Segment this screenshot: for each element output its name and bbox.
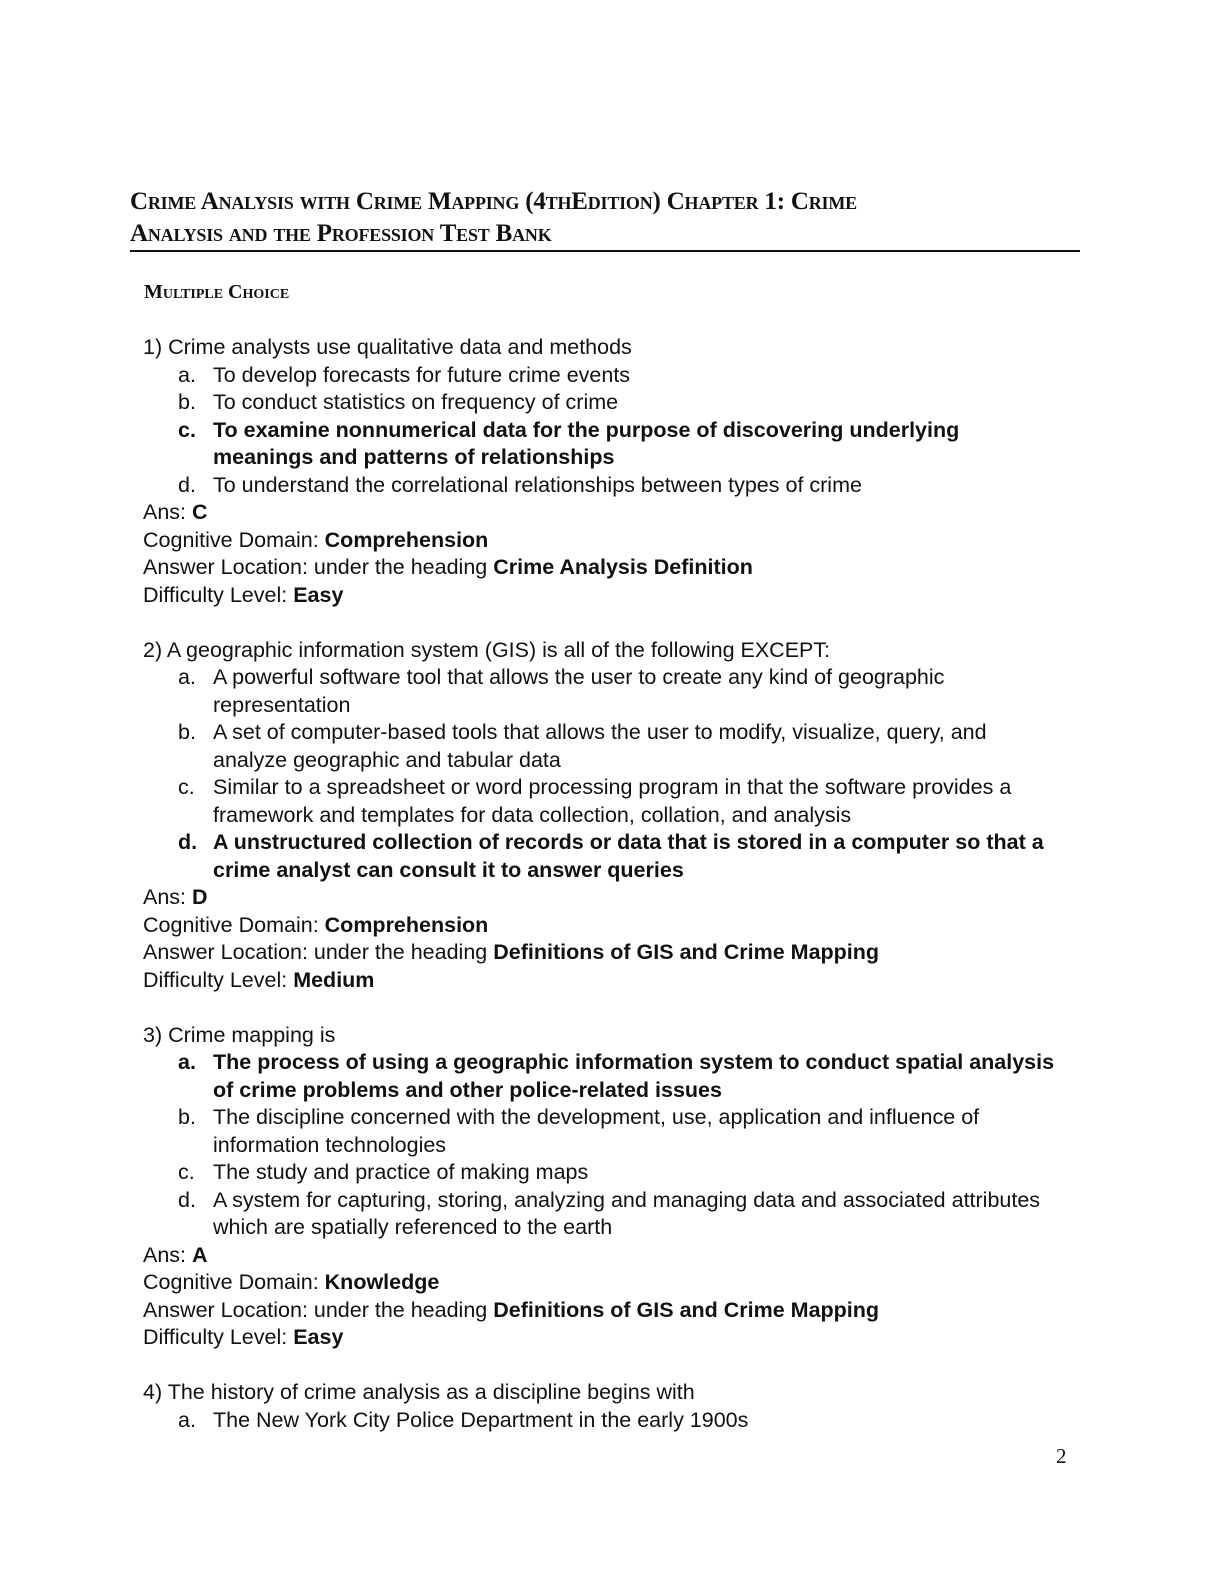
option-a-correct [143, 1049, 1063, 1104]
option-letter: d. [178, 830, 198, 854]
option-text: The process of using a geographic information system to conduct spatial analysis of crime problems and other police-related issues [213, 1050, 1055, 1102]
difficulty-line [143, 967, 1063, 995]
question-stem: 2) A geographic information system (GIS) is all of the following EXCEPT: [143, 637, 831, 662]
option-c [143, 1159, 1063, 1187]
question-stem: 4) The history of crime analysis as a discipline begins with [143, 1380, 695, 1404]
answer-location-value: Definitions of GIS and Crime Mapping [493, 940, 880, 964]
answer-options [143, 664, 1063, 884]
option-letter: d. [178, 472, 196, 497]
option-text: The study and practice of making maps [213, 1160, 589, 1184]
option-letter: a. [178, 1407, 196, 1432]
answer-options [143, 362, 1063, 500]
question-4 [143, 1379, 1063, 1434]
option-text: The discipline concerned with the development, use, application and influence of information technologies [213, 1105, 980, 1157]
difficulty-label: Difficulty Level: [143, 582, 288, 607]
option-d-correct [143, 829, 1063, 884]
option-text: To develop forecasts for future crime events [213, 362, 631, 387]
cognitive-domain-value: Comprehension [324, 912, 489, 937]
document-title [130, 186, 1080, 252]
option-a [143, 664, 1063, 719]
option-letter: b. [178, 390, 196, 414]
option-d [143, 472, 1063, 500]
answer-location-line [143, 939, 1063, 967]
answer-options [143, 1049, 1063, 1242]
answer-value: C [192, 500, 208, 524]
option-letter: b. [178, 1105, 196, 1129]
answer-line [143, 884, 1063, 912]
option-text: A system for capturing, storing, analyzing and managing data and associated attributes which are spatially referenced to the earth [213, 1187, 1041, 1239]
option-text: To understand the correlational relationships between types of crime [213, 472, 862, 497]
option-letter: a. [178, 1050, 196, 1074]
difficulty-label: Difficulty Level: [143, 967, 288, 992]
difficulty-line [143, 582, 1063, 610]
question-list [143, 334, 1063, 1462]
option-b [143, 389, 1063, 417]
difficulty-value: Easy [293, 582, 344, 607]
answer-location-line [143, 1297, 1063, 1325]
difficulty-line [143, 1324, 1063, 1352]
option-text: A set of computer-based tools that allows the user to modify, visualize, query, and analyze geographic and tabular data [213, 720, 987, 772]
location-label: Answer Location: under the heading [143, 555, 488, 579]
option-b [143, 1104, 1063, 1159]
ans-label: Ans: [143, 885, 187, 909]
ans-label: Ans: [143, 1242, 187, 1267]
cognitive-label: Cognitive Domain: [143, 527, 319, 552]
option-text: To examine nonnumerical data for the purpose of discovering underlying meanings and patterns of relationships [213, 417, 960, 469]
answer-location-line [143, 554, 1063, 582]
option-text: Similar to a spreadsheet or word processing program in that the software provides a framework and templates for data collection, collation, and analysis [213, 775, 1012, 827]
title-line-2: Analysis and the Profession Test Bank [130, 218, 1080, 252]
cognitive-domain-value: Comprehension [324, 527, 489, 552]
title-line-1: Crime Analysis with Crime Mapping (4thEdition) Chapter 1: Crime [130, 188, 857, 215]
option-letter: c. [178, 1160, 195, 1184]
option-letter: b. [178, 720, 196, 744]
option-text: The New York City Police Department in the early 1900s [213, 1407, 749, 1432]
location-label: Answer Location: under the heading [143, 940, 488, 964]
question-3 [143, 1022, 1063, 1352]
location-label: Answer Location: under the heading [143, 1297, 488, 1322]
answer-value: D [192, 885, 208, 909]
question-stem: 3) Crime mapping is [143, 1022, 336, 1047]
answer-options [143, 1407, 1063, 1435]
option-letter: d. [178, 1187, 196, 1212]
difficulty-value: Medium [293, 967, 375, 992]
cognitive-label: Cognitive Domain: [143, 912, 319, 937]
answer-location-value: Crime Analysis Definition [493, 555, 753, 579]
cognitive-domain-value: Knowledge [324, 1270, 440, 1294]
cognitive-domain-line [143, 527, 1063, 555]
question-stem: 1) Crime analysts use qualitative data and methods [143, 335, 632, 359]
difficulty-label: Difficulty Level: [143, 1325, 288, 1349]
ans-label: Ans: [143, 500, 187, 524]
question-2 [143, 637, 1063, 995]
option-a [143, 362, 1063, 390]
option-b [143, 719, 1063, 774]
option-text: To conduct statistics on frequency of crime [213, 390, 619, 414]
cognitive-domain-line [143, 912, 1063, 940]
answer-location-value: Definitions of GIS and Crime Mapping [493, 1297, 880, 1322]
option-a [143, 1407, 1063, 1435]
page-number: 2 [1056, 1444, 1067, 1468]
cognitive-domain-line [143, 1269, 1063, 1297]
option-c [143, 774, 1063, 829]
option-d [143, 1187, 1063, 1242]
option-text: A unstructured collection of records or data that is stored in a computer so that a crime analyst can consult it to answer queries [213, 830, 1044, 882]
option-letter: c. [178, 775, 195, 799]
option-letter: c. [178, 417, 196, 442]
question-1 [143, 334, 1063, 609]
option-letter: a. [178, 362, 196, 387]
option-c-correct [143, 417, 1063, 472]
answer-value: A [192, 1242, 208, 1267]
answer-line [143, 499, 1063, 527]
option-text: A powerful software tool that allows the user to create any kind of geographic representation [213, 665, 945, 717]
option-letter: a. [178, 665, 196, 689]
section-heading: Multiple Choice [144, 281, 290, 303]
difficulty-value: Easy [293, 1325, 344, 1349]
answer-line [143, 1242, 1063, 1270]
cognitive-label: Cognitive Domain: [143, 1270, 319, 1294]
